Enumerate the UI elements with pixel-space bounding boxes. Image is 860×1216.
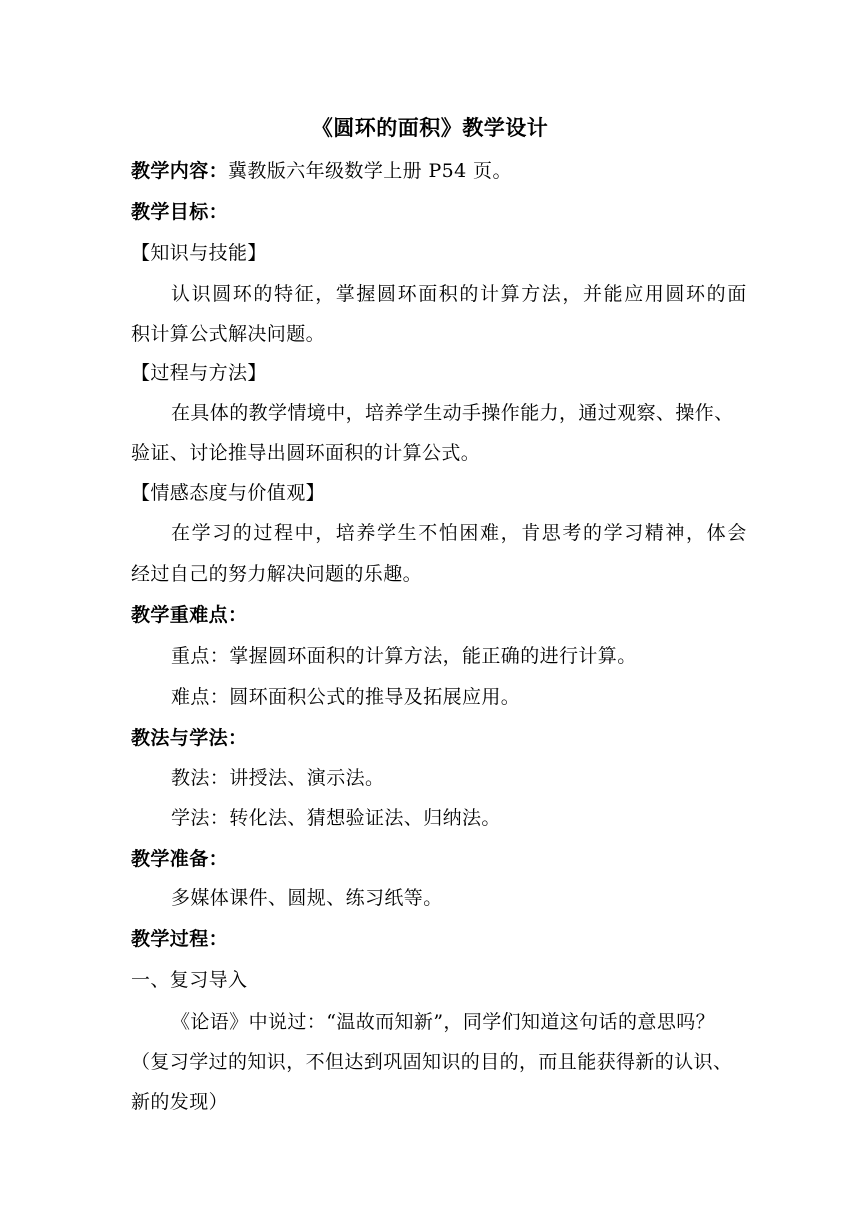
preparation-label: 教学准备：	[131, 848, 229, 870]
emotion-values-line-2: 经过自己的努力解决问题的乐趣。	[131, 563, 423, 585]
teaching-content-text: 冀教版六年级数学上册 P54 页。	[228, 160, 512, 182]
procedure-paragraph-2: （复习学过的知识，不但达到巩固知识的目的，而且能获得新的认识、	[131, 1051, 733, 1073]
emotion-values-heading: 【情感态度与价值观】	[131, 482, 326, 504]
process-methods-heading: 【过程与方法】	[131, 362, 267, 384]
methods-label: 教法与学法：	[131, 727, 248, 749]
teaching-content-label: 教学内容：	[131, 160, 229, 182]
process-methods-line-2: 验证、讨论推导出圆环面积的计算公式。	[131, 442, 481, 464]
teaching-content-line	[131, 157, 512, 185]
process-methods-line-1: 在具体的教学情境中，培养学生动手操作能力，通过观察、操作、	[171, 402, 734, 424]
teaching-method: 教法：讲授法、演示法。	[171, 767, 385, 789]
key-point-focus: 重点：掌握圆环面积的计算方法，能正确的进行计算。	[171, 645, 637, 667]
key-point-difficulty: 难点：圆环面积公式的推导及拓展应用。	[171, 686, 521, 708]
document-title: 《圆环的面积》教学设计	[311, 115, 549, 140]
key-points-label: 教学重难点：	[131, 604, 248, 626]
knowledge-skills-heading: 【知识与技能】	[131, 242, 267, 264]
procedure-label: 教学过程：	[131, 928, 229, 950]
knowledge-skills-line-2: 积计算公式解决问题。	[131, 323, 326, 345]
procedure-paragraph-1: 《论语》中说过：“温故而知新”，同学们知道这句话的意思吗？	[171, 1011, 716, 1033]
emotion-values-line-1: 在学习的过程中，培养学生不怕困难，肯思考的学习精神，体会	[171, 522, 748, 544]
teaching-goals-label: 教学目标：	[131, 201, 229, 223]
procedure-step-1: 一、复习导入	[131, 969, 248, 991]
learning-method: 学法：转化法、猜想验证法、归纳法。	[171, 807, 501, 829]
procedure-paragraph-3: 新的发现）	[131, 1091, 229, 1113]
preparation-text: 多媒体课件、圆规、练习纸等。	[171, 887, 443, 909]
knowledge-skills-line-1: 认识圆环的特征，掌握圆环面积的计算方法，并能应用圆环的面	[171, 283, 748, 305]
